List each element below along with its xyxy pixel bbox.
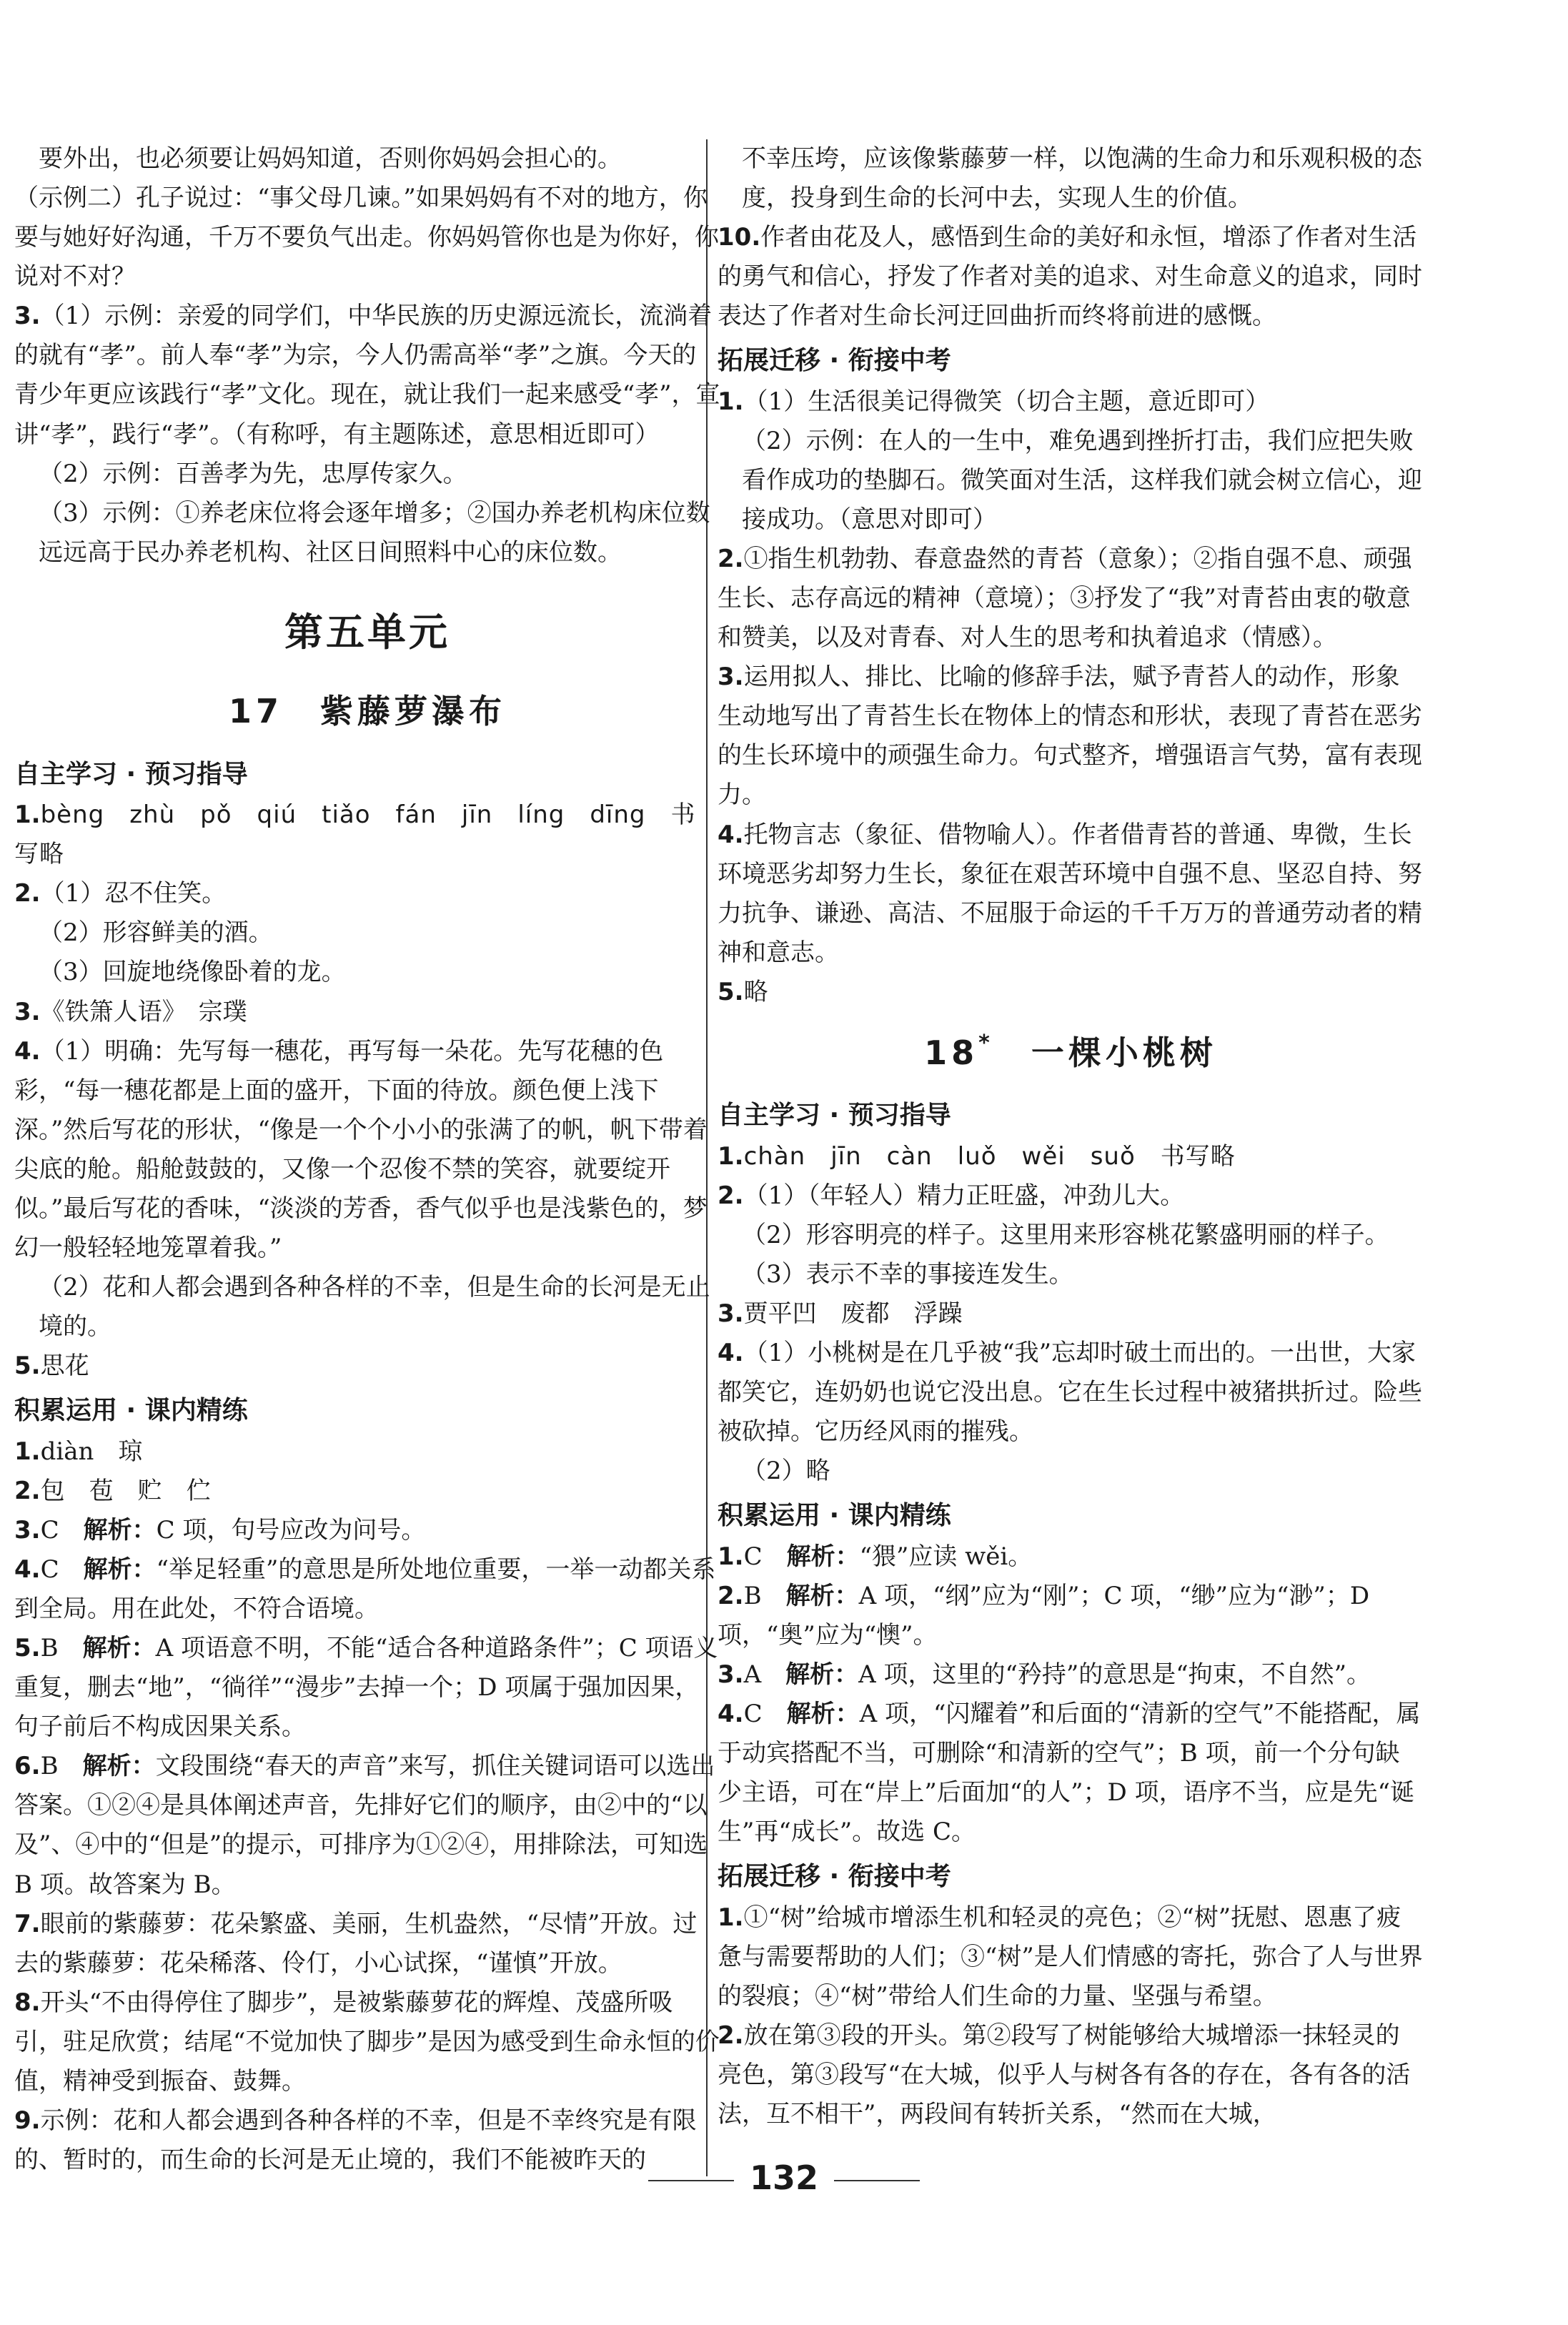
lesson-title [718,1026,1424,1080]
footer-rule-right [834,2180,920,2181]
answer-item [718,1294,1424,1334]
answer-item [14,1432,720,1472]
answer-item [14,1629,720,1747]
unit-title: 第五单元 [284,609,450,655]
item-number: 1. [14,800,41,830]
item-text: （1）忍不住笑。 [40,879,227,908]
item-number: 1. [718,387,744,416]
answer-choice: C [743,1700,763,1729]
answer-subitem: （2）形容鲜美的酒。 [39,918,273,948]
section-heading: 拓展迁移 · 衔接中考 [718,1862,951,1892]
analysis-label: 解析： [786,1542,860,1571]
item-text: C 项，句号应改为问号。 [156,1515,426,1545]
item-text: A 项，“纲”应为“刚”；C 项，“缈”应为“渺”；D 项，“奥”应为“懊”。 [718,1581,1370,1650]
answer-item [14,1472,720,1511]
item-text: （1）示例：亲爱的同学们，中华民族的历史源远流长，流淌着的就有“孝”。前人奉“孝”为宗，今人仍需高举“孝”之旗。今天的青少年更应该践行“孝”文化。现在，就让我们一起来感受“孝”，宣讲“孝”，践行“孝”。（有称呼，有主题陈述，意思相近即可） [14,302,720,449]
item-number: 2. [718,1181,744,1210]
answer-item [718,2016,1424,2134]
text-line: 要外出，也必须要让妈妈知道，否则你妈妈会担心的。 [39,144,622,173]
item-number: 1. [718,1903,744,1932]
item-number: 3. [718,663,744,692]
item-text: （1）生活很美记得微笑（切合主题，意近即可） [743,387,1270,416]
item-text: 包 苞 贮 伫 [40,1476,211,1505]
item-text: A 项语意不明，不能“适合各种道路条件”；C 项语义重复，删去“地”，“徜徉”“漫步”去掉一个；D 项属于强加因果，句子前后不构成因果关系。 [14,1634,718,1742]
item-number: 4. [718,820,744,849]
answer-item [14,795,720,874]
item-number: 10. [718,223,761,252]
item-text: 托物言志（象征、借物喻人）。作者借青苔的普通、卑微，生长环境恶劣却努力生长，象征在艰苦环境中自强不息、坚忍自持、努力抗争、谦逊、高洁、不屈服于命运的千千万万的普通劳动者的精神和意志。 [718,820,1422,967]
lesson-title: 17 紫藤萝瀑布 [228,692,506,731]
item-text: （1）明确：先写每一穗花，再写每一朵花。先写花穗的色彩，“每一穗花都是上面的盛开，下面的待放。颜色便上浅下深。”然后写花的形状，“像是一个个小小的张满了的帆，帆下带着尖底的舱。船舱鼓鼓的，又像一个忍俊不禁的笑容，就要绽开似。”最后写花的香味，“淡淡的芳香，香气似乎也是浅紫色的，梦幻一般轻轻地笼罩着我。” [14,1036,708,1263]
answer-item [718,1137,1424,1176]
answer-item [718,540,1424,658]
section-heading: 自主学习 · 预习指导 [14,759,248,789]
answer-item [718,382,1424,422]
item-number: 4. [14,1555,41,1584]
answer-item [14,1983,720,2101]
item-text: 略 [743,977,768,1006]
item-number: 5. [718,977,744,1006]
item-text: 运用拟人、排比、比喻的修辞手法，赋予青苔人的动作，形象生动地写出了青苔生长在物体上的情态和形状，表现了青苔在恶劣的生长环境中的顽强生命力。句式整齐，增强语言气势，富有表现力。 [718,663,1422,810]
answer-item [14,1747,720,1904]
answer-choice: C [743,1542,763,1571]
answer-subitem: （3）表示不幸的事接连发生。 [742,1260,1073,1289]
item-number: 4. [718,1339,744,1368]
item-number: 6. [14,1752,41,1781]
right-column [718,139,1424,2134]
answer-choice: B [743,1581,762,1610]
item-number: 2. [718,545,744,574]
answer-item [14,1905,720,1983]
answer-item [14,874,720,913]
item-text: ①指生机勃勃、春意盎然的青苔（意象）；②指自强不息、顽强生长、志存高远的精神（意境）；③抒发了“我”对青苔由衷的敬意和赞美，以及对青春、对人生的思考和执着追求（情感）。 [718,545,1412,653]
answer-item [718,1537,1424,1577]
analysis-label: 解析： [83,1515,157,1545]
section-heading: 积累运用 · 课内精练 [718,1501,951,1531]
answer-item [14,1550,720,1629]
answer-item [718,1655,1424,1695]
item-number: 5. [14,1352,41,1381]
answer-item [718,1577,1424,1655]
item-number: 8. [14,1988,41,2017]
answer-choice: C [40,1515,59,1545]
section-heading: 自主学习 · 预习指导 [718,1101,951,1131]
item-text: A 项，“闪耀着”和后面的“清新的空气”不能搭配，属于动宾搭配不当，可删除“和清新的空气”；B 项，前一个分句缺少主语，可在“岸上”后面加“的人”；D 项，语序不当，应是先“诞生”再“成长”。故选 C。 [718,1700,1421,1847]
answer-subitem: （2）花和人都会遇到各种各样的不幸，但是生命的长河是无止境的。 [39,1273,710,1342]
answer-item [718,1334,1424,1452]
page-number: 132 [749,2158,819,2197]
section-heading: 积累运用 · 课内精练 [14,1396,248,1426]
item-text: 文段围绕“春天的声音”来写，抓住关键词语可以选出答案。①②④是具体阐述声音，先排好它们的顺序，由②中的“以及”、④中的“但是”的提示，可排序为①②④，用排除法，可知选 B 项。故答案为 B。 [14,1752,715,1899]
item-number: 3. [718,1660,744,1690]
item-number: 9. [14,2106,41,2135]
answer-subitem: （3）示例：①养老床位将会逐年增多；②国办养老机构床位数远远高于民办养老机构、社区日间照料中心的床位数。 [39,498,710,567]
analysis-label: 解析： [785,1581,859,1610]
item-number: 3. [14,1515,41,1545]
item-number: 3. [14,302,41,331]
item-number: 1. [718,1141,744,1171]
answer-item [14,1511,720,1550]
item-number: 2. [14,879,41,908]
answer-item [718,973,1424,1012]
item-number: 4. [14,1036,41,1066]
item-text: （1）小桃树是在几乎被“我”忘却时破土而出的。一出世，大家都笑它，连奶奶也说它没出息。它在生长过程中被猪拱折过。险些被砍掉。它历经风雨的摧残。 [718,1339,1422,1447]
text-line: 不幸压垮，应该像紫藤萝一样，以饱满的生命力和乐观积极的态度，投身到生命的长河中去，实现人生的价值。 [742,144,1422,213]
answer-item [718,1695,1424,1852]
item-number: 3. [718,1299,744,1329]
item-number: 3. [14,997,41,1026]
item-number: 2. [718,2021,744,2050]
answer-item [718,816,1424,973]
item-text: 示例：花和人都会遇到各种各样的不幸，但是不幸终究是有限的、暂时的，而生命的长河是无止境的，我们不能被昨天的 [14,2106,697,2175]
analysis-label: 解析： [82,1752,156,1781]
answer-item [718,658,1424,815]
answer-item [718,218,1424,336]
item-number: 1. [14,1437,41,1466]
text-line: （示例二）孔子说过：“事父母几谏。”如果妈妈有不对的地方，你要与她好好沟通，千万不要负气出走。你妈妈管你也是为你好，你说对不对？ [14,184,719,292]
answer-choice: C [40,1555,59,1584]
answer-item [14,1347,720,1386]
item-text: 贾平凹 废都 浮躁 [743,1299,963,1329]
item-text: （1）（年轻人）精力正旺盛，冲劲儿大。 [743,1181,1185,1210]
analysis-label: 解析： [785,1660,859,1690]
answer-subitem: （3）回旋地绕像卧着的龙。 [39,958,346,987]
left-column [14,139,720,2180]
item-text: chàn jīn càn luǒ wěi suǒ 书写略 [743,1141,1236,1171]
answer-choice: B [40,1634,59,1663]
lesson-number: 18 [924,1033,979,1072]
answer-item [14,993,720,1032]
analysis-label: 解析： [82,1634,156,1663]
lesson-name: 一棵小桃树 [1031,1033,1217,1072]
answer-item [14,297,720,454]
item-number: 7. [14,1909,41,1938]
analysis-label: 解析： [83,1555,157,1584]
answer-item [14,1032,720,1268]
optional-marker: * [978,1030,994,1056]
item-text: “举足轻重”的意思是所处地位重要，一举一动都关系到全局。用在此处，不符合语境。 [14,1555,716,1623]
answer-choice: B [40,1752,59,1781]
item-number: 5. [14,1634,41,1663]
answer-subitem: （2）形容明亮的样子。这里用来形容桃花繁盛明丽的样子。 [742,1220,1389,1249]
analysis-label: 解析： [786,1700,860,1729]
answer-item [718,1898,1424,2016]
item-text: “猥”应读 wěi。 [859,1542,1033,1571]
item-text: 放在第③段的开头。第②段写了树能够给大城增添一抹轻灵的亮色，第③段写“在大城，似乎人与树各有各的存在，各有各的活法，互不相干”，两段间有转折关系，“然而在大城， [718,2021,1411,2129]
answer-choice: A [743,1660,762,1690]
item-number: 1. [718,1542,744,1571]
answer-subitem: （2）示例：百善孝为先，忠厚传家久。 [39,459,467,488]
footer-rule-left [648,2180,734,2181]
item-text: bèng zhù pǒ qiú tiǎo fán jīn líng dīng 书写略 [14,800,696,869]
item-text: 作者由花及人，感悟到生命的美好和永恒，增添了作者对生活的勇气和信心，抒发了作者对美的追求、对生命意义的追求，同时表达了作者对生命长河迂回曲折而终将前进的感慨。 [718,223,1422,331]
item-text: 思花 [40,1352,89,1381]
answer-subitem: （2）示例：在人的一生中，难免遇到挫折打击，我们应把失败看作成功的垫脚石。微笑面对生活，这样我们就会树立信心，迎接成功。（意思对即可） [742,426,1422,534]
item-text: 开头“不由得停住了脚步”，是被紫藤萝花的辉煌、茂盛所吸引，驻足欣赏；结尾“不觉加快了脚步”是因为感受到生命永恒的价值，精神受到振奋、鼓舞。 [14,1988,720,2096]
item-text: 《铁箫人语》 宗璞 [40,997,247,1026]
page-footer [0,2151,1568,2205]
item-number: 2. [718,1581,744,1610]
answer-subitem: （2）略 [742,1457,830,1486]
item-number: 2. [14,1476,41,1505]
item-text: 眼前的紫藤萝：花朵繁盛、美丽，生机盎然，“尽情”开放。过去的紫藤萝：花朵稀落、伶仃，小心试探，“谨慎”开放。 [14,1909,698,1978]
item-text: A 项，这里的“矜持”的意思是“拘束，不自然”。 [858,1660,1371,1690]
item-text: diàn 琼 [40,1437,143,1466]
item-number: 4. [718,1700,744,1729]
item-text: ①“树”给城市增添生机和轻灵的亮色；②“树”抚慰、恩惠了疲惫与需要帮助的人们；③“树”是人们情感的寄托，弥合了人与世界的裂痕；④“树”带给人们生命的力量、坚强与希望。 [718,1903,1423,2011]
section-heading: 拓展迁移 · 衔接中考 [718,346,951,376]
answer-item [718,1176,1424,1216]
